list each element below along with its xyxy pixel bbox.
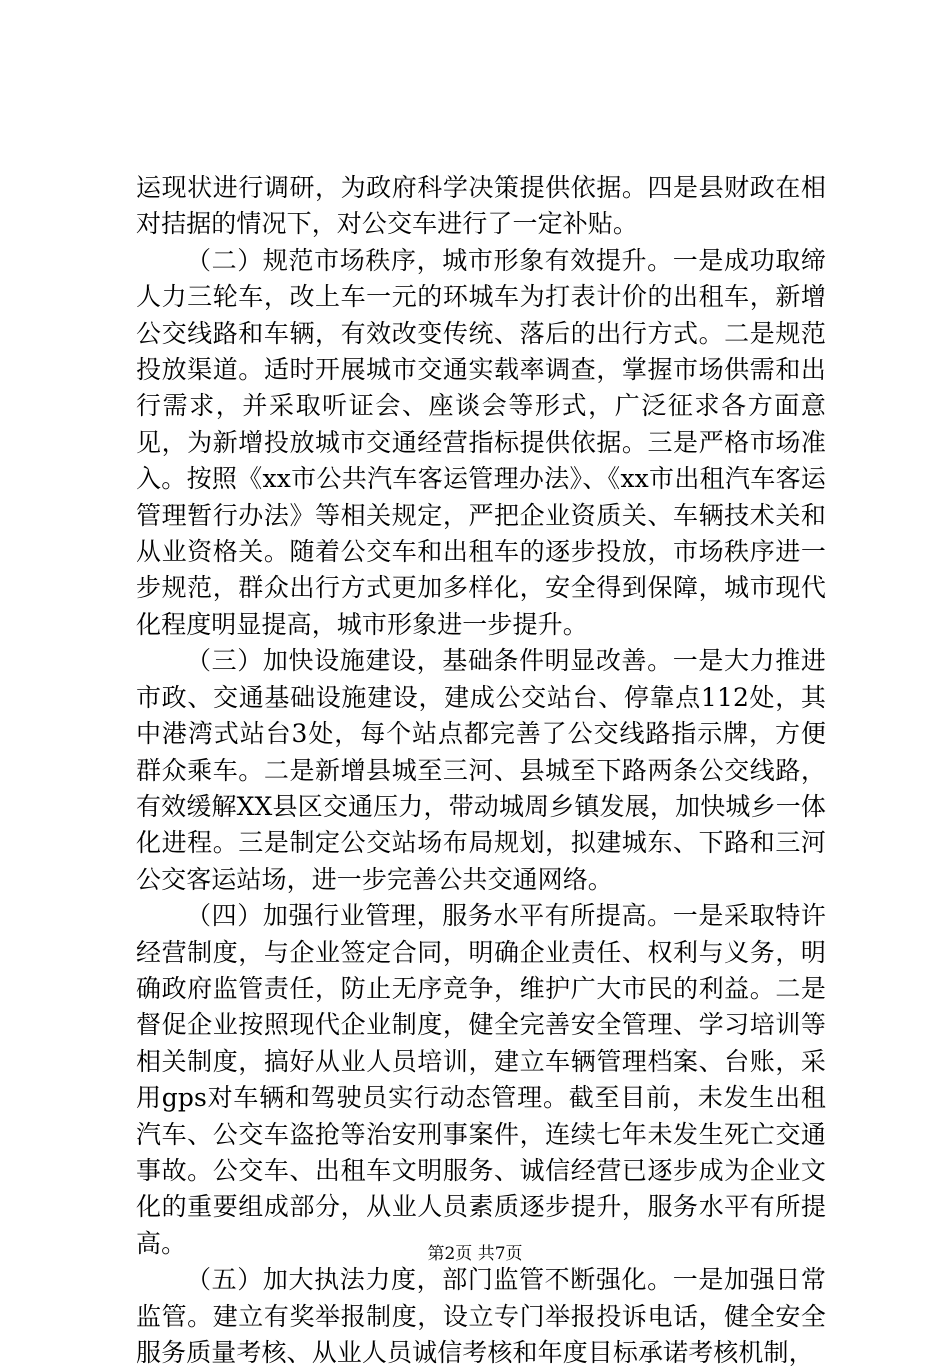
page-footer: 第2页 共7页 bbox=[427, 1244, 523, 1264]
paragraph-2: （二）规范市场秩序，城市形象有效提升。一是成功取缔人力三轮车，改上车一元的环城车为打表计价的出租车，新增公交线路和车辆，有效改变传统、落后的出行方式。二是规范投放渠道。适时开展城市交通实载率调查，掌握市场供需和出行需求，并采取听证会、座谈会等形式，广泛征求各方面意见，为新增投放城市交通经营指标提供依据。三是严格市场准入。按照《xx市公共汽车客运管理办法》、《xx市出租汽车客运管理暂行办法》等相关规定，严把企业资质关、车辆技术关和从业资格关。随着公交车和出租车的逐步投放，市场秩序进一步规范，群众出行方式更加多样化，安全得到保障，城市现代化程度明显提高，城市形象进一步提升。 bbox=[136, 245, 826, 639]
paragraph-3: （三）加快设施建设，基础条件明显改善。一是大力推进市政、交通基础设施建设，建成公交站台、停靠点112处，其中港湾式站台3处，每个站点都完善了公交线路指示牌，方便群众乘车。二是新增县城至三河、县城至下路两条公交线路，有效缓解XX县区交通压力，带动城周乡镇发展，加快城乡一体化进程。三是制定公交站场布局规划，拟建城东、下路和三河公交客运站场，进一步完善公共交通网络。 bbox=[136, 646, 826, 894]
body-text bbox=[136, 170, 826, 1371]
paragraph-5: （五）加大执法力度，部门监管不断强化。一是加强日常监管。建立有奖举报制度，设立专门举报投诉电话，健全安全服务质量考核、从业人员诚信考核和年度目标承诺考核机制， bbox=[136, 1265, 826, 1367]
paragraph-1: 运现状进行调研，为政府科学决策提供依据。四是县财政在相对拮据的情况下，对公交车进行了一定补贴。 bbox=[136, 173, 826, 239]
paragraph-4: （四）加强行业管理，服务水平有所提高。一是采取特许经营制度，与企业签定合同，明确企业责任、权利与义务，明确政府监管责任，防止无序竞争，维护广大市民的利益。二是督促企业按照现代企业制度，健全完善安全管理、学习培训等相关制度，搞好从业人员培训，建立车辆管理档案、台账，采用gps对车辆和驾驶员实行动态管理。截至目前，未发生出租汽车、公交车盗抢等治安刑事案件，连续七年未发生死亡交通事故。公交车、出租车文明服务、诚信经营已逐步成为企业文化的重要组成部分，从业人员素质逐步提升，服务水平有所提高。 bbox=[136, 901, 826, 1258]
